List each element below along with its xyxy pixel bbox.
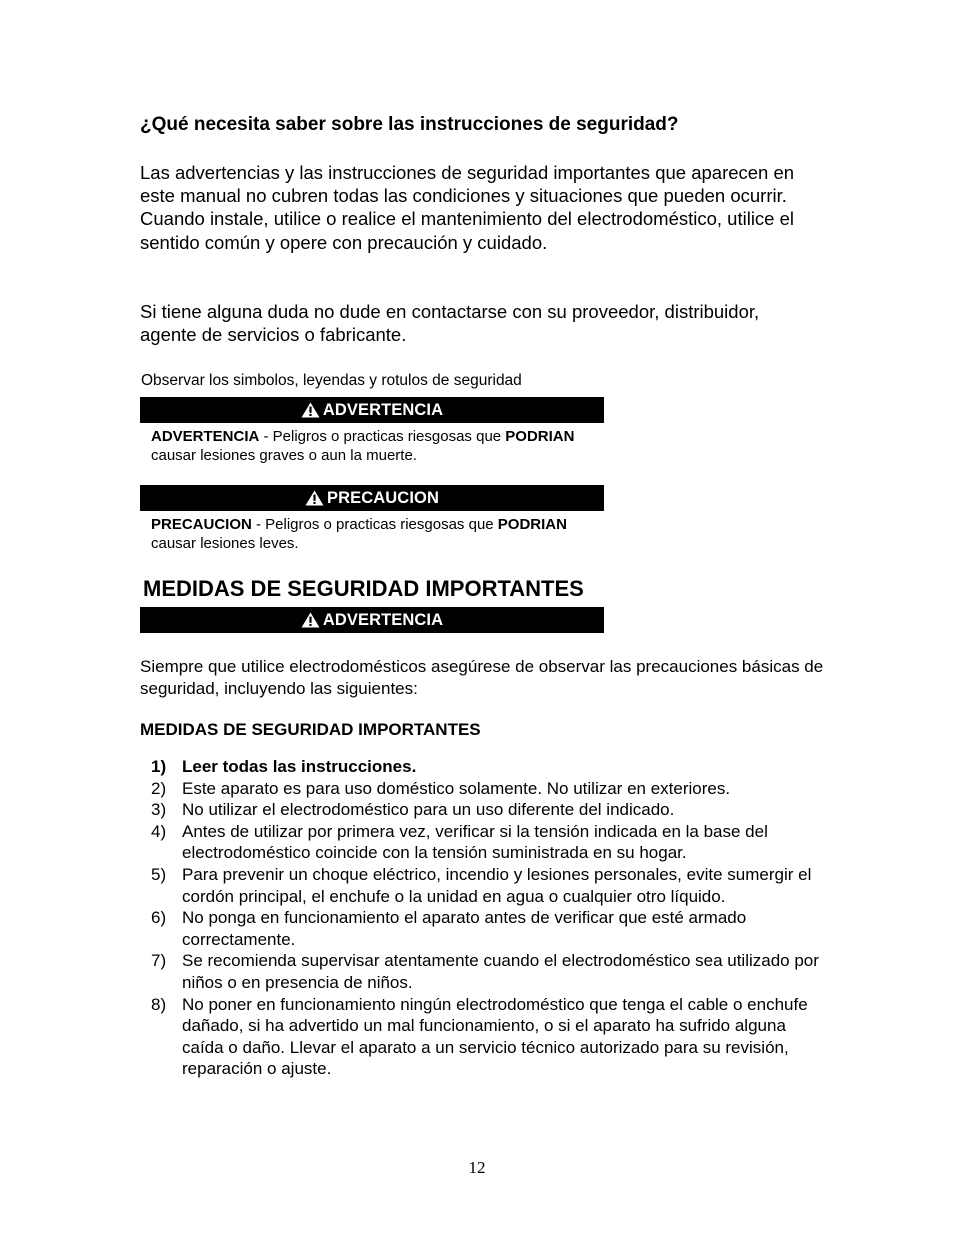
warning-emphasis: PODRIAN	[505, 428, 575, 445]
caution-banner-label: PRECAUCION	[327, 488, 439, 507]
warning-triangle-icon	[301, 612, 320, 628]
contact-paragraph: Si tiene alguna duda no dude en contactarse con su proveedor, distribuidor, agente de servicios o fabricante.	[140, 301, 760, 346]
caution-text-continued: causar lesiones leves.	[151, 535, 299, 552]
list-item	[151, 950, 831, 993]
list-item-text: No poner en funcionamiento ningún electrodoméstico que tenga el cable o enchufe dañado, si ha advertido un mal funcionamiento, o si el aparato ha sufrido alguna caída o daño. Llevar el aparato a un servicio técnico autorizado para su revisión, reparación o ajuste.	[182, 994, 808, 1079]
important-measures-subtitle: MEDIDAS DE SEGURIDAD IMPORTANTES	[140, 720, 481, 739]
warning-description	[151, 427, 574, 465]
important-warning-label: ADVERTENCIA	[322, 610, 444, 629]
list-item-text: Este aparato es para uso doméstico solamente. No utilizar en exteriores.	[182, 778, 731, 798]
list-item-text: Antes de utilizar por primera vez, verificar si la tensión indicada en la base del electrodoméstico coincide con la tensión suministrada en su hogar.	[182, 821, 768, 863]
list-item-number: 8)	[151, 994, 167, 1014]
important-measures-title: MEDIDAS DE SEGURIDAD IMPORTANTES	[143, 576, 584, 601]
warning-banner-label: ADVERTENCIA	[322, 400, 444, 419]
intro-paragraph: Las advertencias y las instrucciones de seguridad importantes que aparecen en este manual no cubren todas las condiciones y situaciones que pueden ocurrir. Cuando instale, utilice o realice el mantenimiento del electrodoméstico, utilice el sentido común y opere con precaución y cuidado.	[140, 162, 795, 253]
caution-banner	[140, 485, 604, 511]
list-item	[151, 864, 831, 907]
list-item	[151, 907, 831, 950]
list-item-text: Para prevenir un choque eléctrico, incendio y lesiones personales, evite sumergir el cordón principal, el enchufe o la unidad en agua o cualquier otro líquido.	[182, 864, 812, 906]
warning-triangle-icon	[305, 490, 324, 506]
list-item-number: 1)	[151, 757, 167, 776]
list-item-text: Se recomienda supervisar atentamente cuando el electrodoméstico sea utilizado por niños o en presencia de niños.	[182, 951, 819, 992]
caution-text: - Peligros o practicas riesgosas que	[251, 516, 498, 533]
caution-description	[151, 515, 567, 553]
warning-text: - Peligros o practicas riesgosas que	[259, 428, 506, 445]
caution-term: PRECAUCION	[151, 516, 252, 533]
warning-banner	[140, 397, 604, 423]
list-item-number: 2)	[151, 778, 167, 798]
list-item	[151, 778, 831, 800]
precautions-intro: Siempre que utilice electrodomésticos asegúrese de observar las precauciones básicas de seguridad, incluyendo las siguientes:	[140, 657, 824, 698]
list-item-text: No ponga en funcionamiento el aparato antes de verificar que esté armado correctamente.	[182, 908, 747, 949]
list-item	[151, 756, 831, 778]
list-item	[151, 994, 831, 1080]
warning-term: ADVERTENCIA	[151, 428, 260, 445]
warning-triangle-icon	[301, 402, 320, 418]
warning-text-continued: causar lesiones graves o aun la muerte.	[151, 447, 417, 464]
section-heading: ¿Qué necesita saber sobre las instrucciones de seguridad?	[140, 114, 679, 135]
symbols-intro: Observar los simbolos, leyendas y rotulos de seguridad	[141, 372, 522, 389]
safety-instructions-list	[151, 756, 831, 1080]
list-item-number: 7)	[151, 951, 167, 971]
list-item-number: 4)	[151, 821, 167, 841]
important-warning-banner	[140, 607, 604, 633]
list-item-text: Leer todas las instrucciones.	[182, 757, 417, 776]
page-number: 12	[468, 1158, 486, 1177]
list-item-number: 5)	[151, 864, 167, 884]
list-item	[151, 799, 831, 821]
list-item	[151, 821, 831, 864]
list-item-number: 6)	[151, 908, 167, 928]
caution-emphasis: PODRIAN	[497, 516, 567, 533]
list-item-text: No utilizar el electrodoméstico para un uso diferente del indicado.	[182, 800, 675, 820]
list-item-number: 3)	[151, 800, 167, 820]
